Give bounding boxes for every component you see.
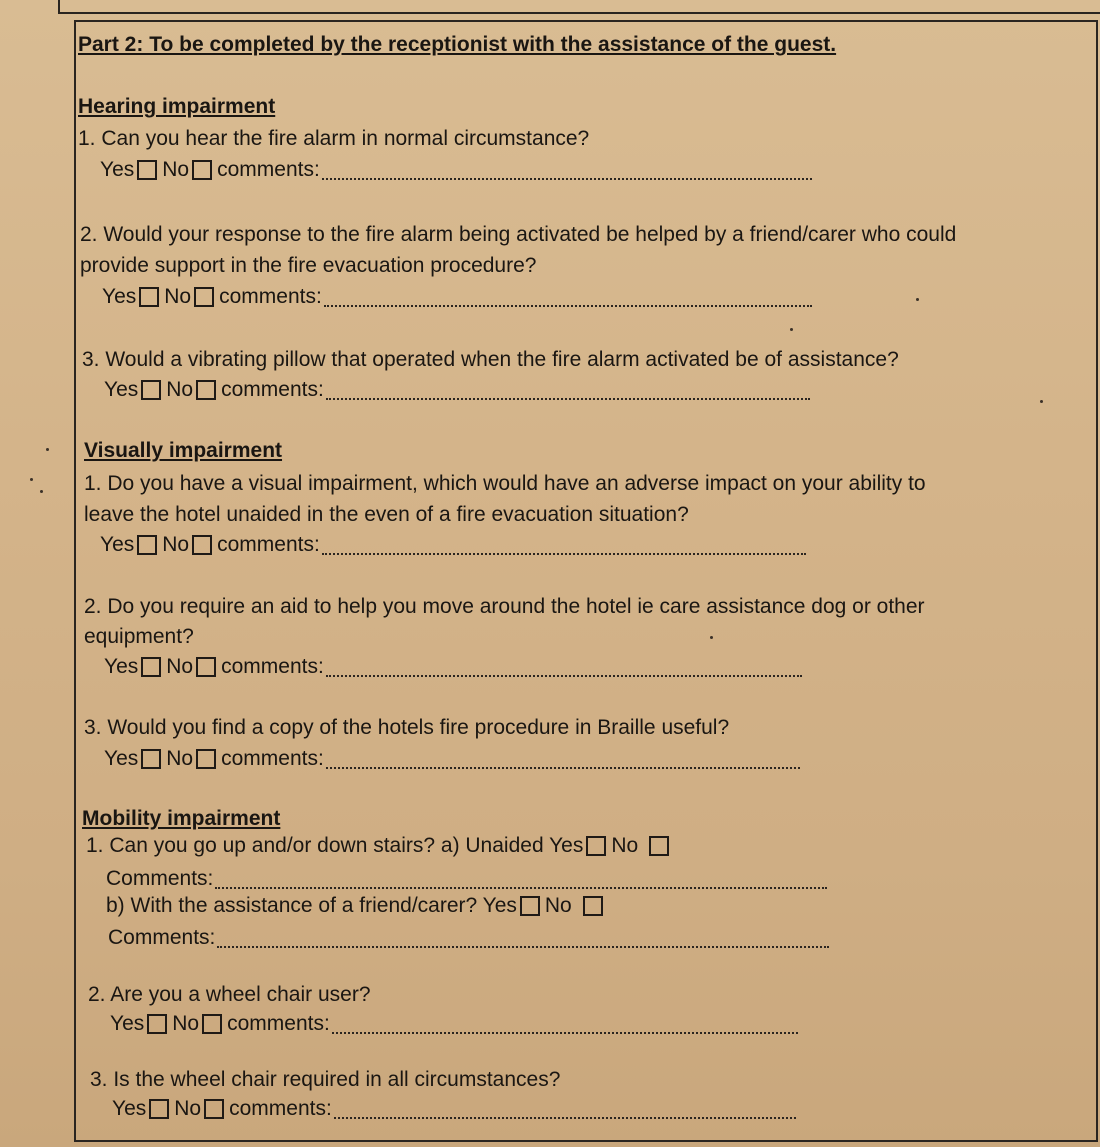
yes-checkbox[interactable] xyxy=(137,535,157,555)
no-label: No xyxy=(166,655,194,678)
no-checkbox[interactable] xyxy=(192,160,212,180)
visual-heading: Visually impairment xyxy=(84,439,283,462)
no-label: No xyxy=(162,533,190,556)
comments-field[interactable] xyxy=(334,1099,796,1119)
hearing-q3: 3. Would a vibrating pillow that operated when the fire alarm activated be of assistance? xyxy=(82,348,899,371)
mobility-q3-answer xyxy=(112,1096,796,1122)
yes-label: Yes xyxy=(104,378,139,401)
comments-label: comments: xyxy=(221,655,324,678)
hearing-heading: Hearing impairment xyxy=(78,95,276,118)
yes-checkbox[interactable] xyxy=(137,160,157,180)
comments-label: Comments: xyxy=(106,867,214,890)
no-checkbox[interactable] xyxy=(204,1099,224,1119)
comments-field[interactable] xyxy=(332,1014,798,1034)
part2-frame xyxy=(74,20,1098,1142)
paper-speck xyxy=(790,328,793,331)
paper-speck xyxy=(46,448,49,451)
no-checkbox[interactable] xyxy=(649,836,669,856)
paper-speck xyxy=(916,298,919,301)
comments-field[interactable] xyxy=(324,287,812,307)
comments-label: comments: xyxy=(219,285,322,308)
yes-label: Yes xyxy=(100,158,135,181)
yes-checkbox[interactable] xyxy=(139,287,159,307)
hearing-q2-line1: 2. Would your response to the fire alarm being activated be helped by a friend/carer who could xyxy=(80,223,957,246)
comments-label: comments: xyxy=(217,158,320,181)
hearing-q1: 1. Can you hear the fire alarm in normal circumstance? xyxy=(78,127,590,150)
yes-label: Yes xyxy=(110,1012,145,1035)
comments-label: comments: xyxy=(221,747,324,770)
mobility-q1a-comments xyxy=(106,866,827,892)
visual-q1-line1: 1. Do you have a visual impairment, which would have an adverse impact on your ability to xyxy=(84,472,926,495)
paper-speck xyxy=(1040,400,1043,403)
visual-q3: 3. Would you find a copy of the hotels fire procedure in Braille useful? xyxy=(84,716,730,739)
yes-checkbox[interactable] xyxy=(141,657,161,677)
comments-label: comments: xyxy=(229,1097,332,1120)
no-label: No xyxy=(174,1097,202,1120)
no-label: No xyxy=(544,894,572,917)
yes-label: Yes xyxy=(104,655,139,678)
yes-checkbox[interactable] xyxy=(147,1014,167,1034)
no-checkbox[interactable] xyxy=(202,1014,222,1034)
yes-label: Yes xyxy=(104,747,139,770)
mobility-q1a-text: 1. Can you go up and/or down stairs? a) Unaided Yes xyxy=(86,834,584,857)
hearing-q1-answer xyxy=(100,157,812,183)
paper-speck xyxy=(30,478,33,481)
yes-label: Yes xyxy=(102,285,137,308)
no-label: No xyxy=(166,378,194,401)
yes-checkbox[interactable] xyxy=(586,836,606,856)
comments-field[interactable] xyxy=(217,928,829,948)
comments-field[interactable] xyxy=(322,160,812,180)
mobility-q1b-text: b) With the assistance of a friend/carer? Yes xyxy=(106,894,517,917)
mobility-q2-answer xyxy=(110,1011,798,1037)
no-label: No xyxy=(611,834,639,857)
comments-field[interactable] xyxy=(326,657,802,677)
no-checkbox[interactable] xyxy=(194,287,214,307)
visual-q1-answer xyxy=(100,532,806,558)
yes-checkbox[interactable] xyxy=(149,1099,169,1119)
mobility-q2: 2. Are you a wheel chair user? xyxy=(88,983,371,1006)
no-label: No xyxy=(166,747,194,770)
hearing-q2-line2: provide support in the fire evacuation procedure? xyxy=(80,254,537,277)
yes-checkbox[interactable] xyxy=(520,896,540,916)
hearing-q3-answer xyxy=(104,377,810,403)
visual-q3-answer xyxy=(104,746,800,772)
part-title: Part 2: To be completed by the receptionist with the assistance of the guest. xyxy=(78,33,837,56)
previous-section-border xyxy=(58,0,1100,14)
no-checkbox[interactable] xyxy=(196,749,216,769)
comments-label: comments: xyxy=(217,533,320,556)
no-checkbox[interactable] xyxy=(196,657,216,677)
visual-q2-answer xyxy=(104,654,802,680)
no-label: No xyxy=(162,158,190,181)
hearing-q2-answer xyxy=(102,284,812,310)
visual-q2-line1: 2. Do you require an aid to help you move around the hotel ie care assistance dog or other xyxy=(84,595,925,618)
paper-speck xyxy=(40,490,43,493)
comments-label: Comments: xyxy=(108,926,216,949)
mobility-heading: Mobility impairment xyxy=(82,807,281,830)
visual-q1-line2: leave the hotel unaided in the even of a fire evacuation situation? xyxy=(84,503,689,526)
comments-label: comments: xyxy=(221,378,324,401)
comments-field[interactable] xyxy=(215,869,827,889)
mobility-q1a xyxy=(86,833,674,859)
yes-checkbox[interactable] xyxy=(141,380,161,400)
paper-speck xyxy=(710,636,713,639)
comments-field[interactable] xyxy=(326,749,800,769)
mobility-q3: 3. Is the wheel chair required in all circumstances? xyxy=(90,1068,561,1091)
comments-field[interactable] xyxy=(322,535,806,555)
yes-label: Yes xyxy=(100,533,135,556)
comments-label: comments: xyxy=(227,1012,330,1035)
yes-checkbox[interactable] xyxy=(141,749,161,769)
no-checkbox[interactable] xyxy=(192,535,212,555)
yes-label: Yes xyxy=(112,1097,147,1120)
no-checkbox[interactable] xyxy=(196,380,216,400)
mobility-q1b xyxy=(106,893,608,919)
no-label: No xyxy=(164,285,192,308)
mobility-q1b-comments xyxy=(108,925,829,951)
no-label: No xyxy=(172,1012,200,1035)
no-checkbox[interactable] xyxy=(583,896,603,916)
comments-field[interactable] xyxy=(326,380,810,400)
visual-q2-line2: equipment? xyxy=(84,625,194,648)
